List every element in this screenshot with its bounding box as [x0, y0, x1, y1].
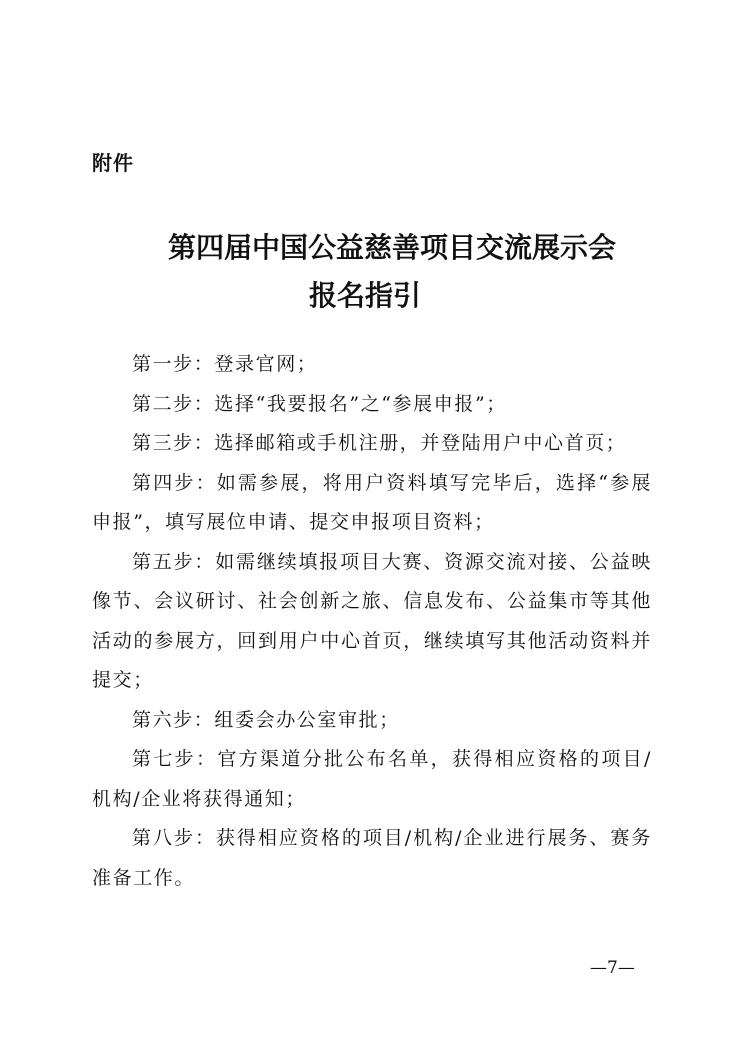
step-6: 第六步：组委会办公室审批； [132, 708, 400, 731]
document-title-line-1: 第四届中国公益慈善项目交流展示会 [167, 231, 616, 264]
step-7: 第七步：官方渠道分批公布名单，获得相应资格的项目/机构/企业将获得通知； [92, 748, 652, 810]
steps-list [92, 345, 652, 898]
step-8: 第八步：获得相应资格的项目/机构/企业进行展务、赛务准备工作。 [92, 827, 652, 889]
step-3: 第三步：选择邮箱或手机注册，并登陆用户中心首页； [132, 432, 627, 454]
step-5: 第五步：如需继续填报项目大赛、资源交流对接、公益映像节、会议研讨、社会创新之旅、信息发布、公益集市等其他活动的参展方，回到用户中心首页，继续填写其他活动资料并提交； [92, 550, 652, 691]
attachment-label: 附件 [92, 151, 134, 175]
document-title-line-2: 报名指引 [308, 279, 421, 312]
step-1: 第一步：登录官网； [132, 353, 318, 375]
step-2: 第二步：选择“我要报名”之“参展申报”； [132, 392, 507, 415]
page-number: —7— [590, 958, 635, 978]
step-4: 第四步：如需参展，将用户资料填写完毕后，选择“参展申报”，填写展位申请、提交申报项目资料； [92, 471, 652, 533]
